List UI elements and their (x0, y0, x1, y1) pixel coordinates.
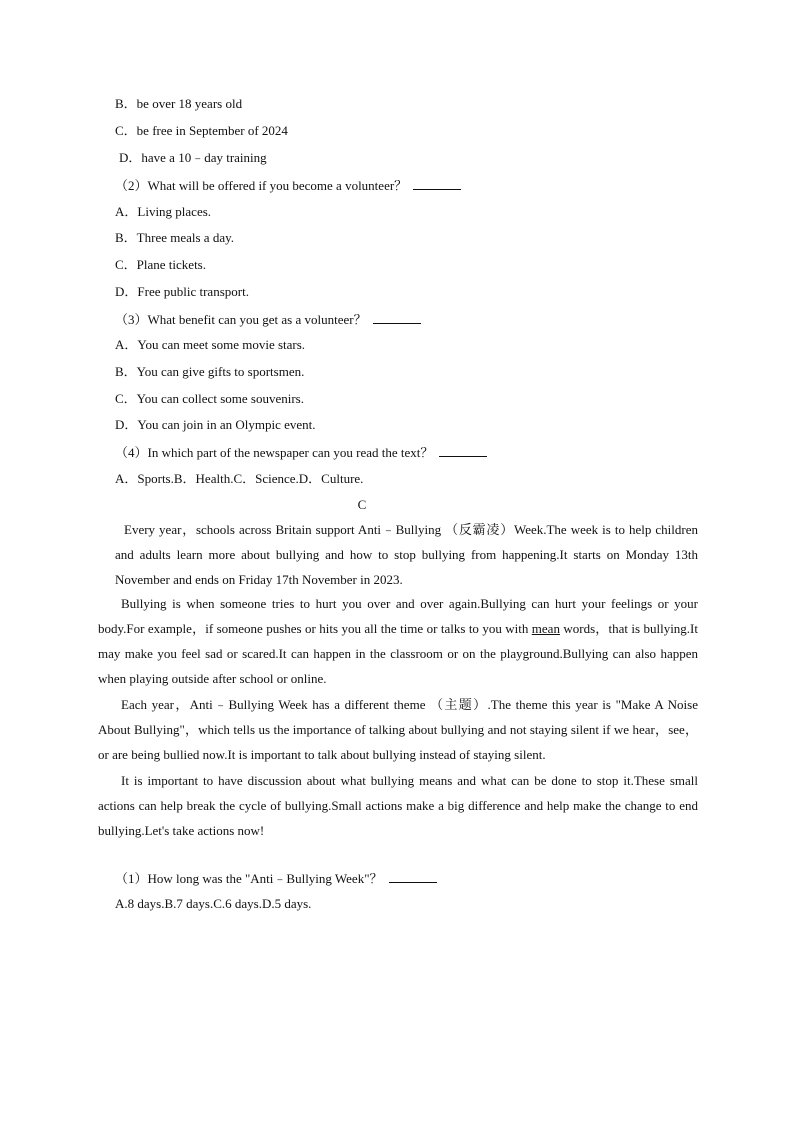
q3-stem-line (115, 311, 421, 328)
q2-option-a: A．Living places. (115, 204, 212, 219)
q3-option-d: D．You can join in an Olympic event. (115, 417, 316, 432)
c-q1-answer-blank[interactable] (389, 870, 437, 883)
q2-answer-blank[interactable] (413, 177, 461, 190)
q3-option-c: C．You can collect some souvenirs. (115, 391, 304, 406)
q4-options: A．Sports.B．Health.C．Science.D．Culture. (115, 471, 364, 486)
q1-option-b: B．be over 18 years old (115, 96, 243, 111)
q2-option-d: D．Free public transport. (115, 284, 249, 299)
q3-option-b: B．You can give gifts to sportsmen. (115, 364, 305, 379)
q2-option-b: B．Three meals a day. (115, 230, 234, 245)
passage-paragraph-2 (98, 591, 698, 691)
p2-text-before: Bullying is when someone tries to hurt you over and over again.Bullying can hurt your feelings or your body.For example，if someone pushes or hits you all the time or talks to you with (98, 596, 698, 636)
q2-option-c: C．Plane tickets. (115, 257, 206, 272)
q3-stem: （3）What benefit can you get as a volunteer？ (115, 312, 367, 327)
q4-answer-blank[interactable] (439, 444, 487, 457)
c-q1-stem-line (115, 870, 437, 887)
q3-option-a: A．You can meet some movie stars. (115, 337, 306, 352)
underlined-word-mean: mean (531, 621, 560, 636)
passage-paragraph-1: Every year，schools across Britain support Anti﹣Bullying （反霸凌）Week.The week is to help children and adults learn more about bullying and how to stop bullying from happening.It starts on Monday 13th November and ends on Friday 17th November in 2023. (115, 522, 698, 587)
passage-paragraph-3: Each year，Anti﹣Bullying Week has a different theme （主题）.The theme this year is "Make A Noise About Bullying"，which tells us the importance of talking about bullying and not staying silent if we hear，see，or are being bullied now.It is important to talk about bullying instead of staying silent. (98, 697, 698, 762)
c-q1-stem: （1）How long was the "Anti﹣Bullying Week"？ (115, 871, 383, 886)
q2-stem: （2）What will be offered if you become a volunteer？ (115, 178, 408, 193)
section-c-heading: C (357, 497, 367, 512)
c-q1-options: A.8 days.B.7 days.C.6 days.D.5 days. (115, 896, 312, 911)
q1-option-c: C．be free in September of 2024 (115, 123, 288, 138)
q4-stem: （4）In which part of the newspaper can you read the text？ (115, 445, 434, 460)
passage-paragraph-4: It is important to have discussion about what bullying means and what can be done to stop it.These small actions can help break the cycle of bullying.Small actions make a big difference and help make the change to end bullying.Let's take actions now! (98, 773, 698, 838)
q3-answer-blank[interactable] (373, 311, 421, 324)
p2-text-after: words，that is bullying.It may make you feel sad or scared.It can happen in the classroom or on the playground.Bullying can also happen when playing outside after school or online. (98, 621, 698, 686)
q2-stem-line (115, 177, 461, 194)
q1-option-d: D．have a 10﹣day training (119, 150, 267, 165)
q4-stem-line (115, 444, 487, 461)
